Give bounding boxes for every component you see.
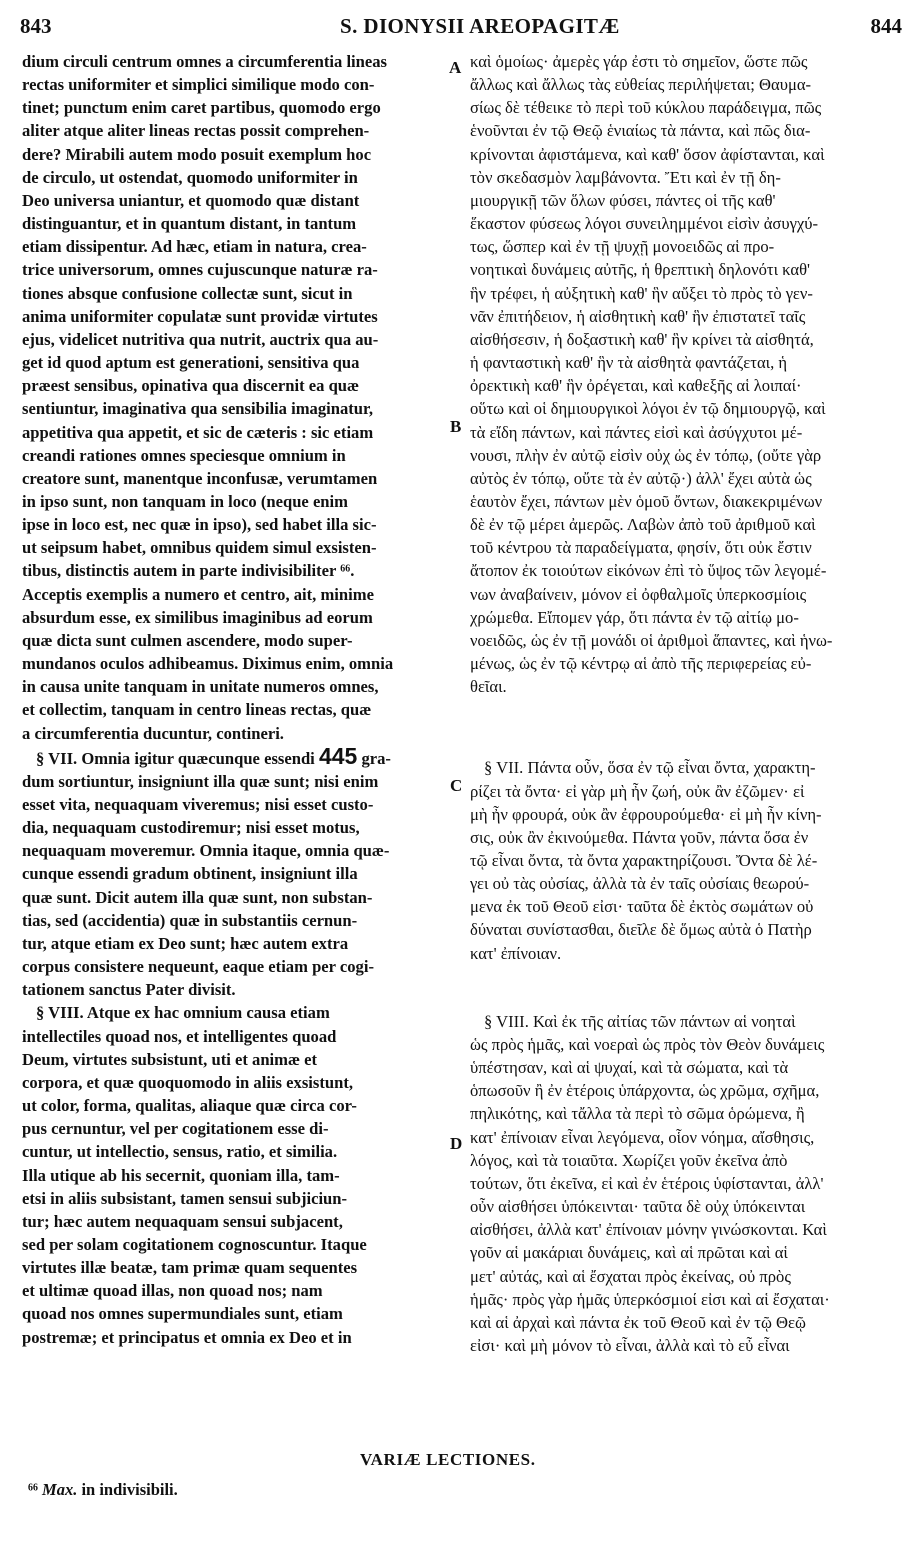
text-line: Illa utique ab his secernit, quoniam illa, tam- — [22, 1165, 340, 1185]
text-line: κρίνονται ἀφιστάμενα, καὶ καθ' ὅσον ἀφίστανται, καὶ — [470, 144, 825, 164]
text-line: αὐτὸς ἐν τόπῳ, οὔτε τὰ ἐν αὐτῷ·) ἀλλ' ἔχει αὐτὰ ὡς — [470, 468, 812, 488]
text-line: etiam dissipentur. Ad hæc, etiam in natura, crea- — [22, 237, 367, 257]
text-line: ἡ φανταστικὴ καθ' ἣν τὰ αἰσθητὰ φαντάζεται, ἡ — [470, 353, 788, 373]
text-line: tiones absque confusione collectæ sunt, sicut in — [22, 283, 353, 303]
text-line: Acceptis exemplis a numero et centro, ait, minime — [22, 584, 374, 604]
text-line: ὑπέστησαν, καὶ αἱ ψυχαί, καὶ τὰ σώματα, καὶ τὰ — [470, 1058, 789, 1078]
text-line: ipse in loco est, nec quæ in ipso), sed habet illa sic- — [22, 515, 377, 535]
latin-s7-first-line — [22, 742, 440, 770]
latin-s7-lead: § VII. Omnia igitur quæcunque essendi — [36, 748, 319, 768]
latin-block-1 — [22, 50, 440, 745]
text-line: τὰ εἴδη πάντων, καὶ πάντες εἰσὶ καὶ ἀσύγχυτοι μέ- — [470, 422, 803, 442]
text-line: ἣν τρέφει, ἡ αὐξητικὴ καθ' ἣν αὔξει τὸ πρὸς τὸ γεν- — [470, 283, 813, 303]
text-line: μὴ ἦν φρουρά, οὐκ ἂν ἐφρουρούμεθα· εἰ μὴ ἦν κίνη- — [470, 804, 822, 824]
margin-letter-b: B — [450, 417, 462, 436]
text-line: νουσι, πλὴν ἐν αὐτῷ εἰσὶν οὐχ ὡς ἐν τόπῳ, (οὔτε γὰρ — [470, 445, 822, 465]
margin-letter-c: C — [450, 776, 463, 795]
text-line: τὸν σκεδασμὸν λαμβάνοντα. Ἔτι καὶ ἐν τῇ δη- — [470, 167, 781, 187]
text-line: λόγος, καὶ τὰ τοιαῦτα. Χωρίζει γοῦν ἐκεῖνα ἀπὸ — [470, 1150, 788, 1170]
text-line: quoad nos omnes supermundiales sunt, etiam — [22, 1304, 343, 1324]
text-line: ἕκαστον φύσεως λόγοι συνειλημμένοι εἰσὶν ἀσυγχύ- — [470, 214, 819, 234]
text-line: rectas uniformiter et simplici similique modo con- — [22, 75, 375, 95]
text-line: ut seipsum habet, omnibus quidem simul exsisten- — [22, 538, 377, 558]
text-line: Deo universa uniantur, et quomodo quæ distant — [22, 190, 360, 210]
text-line: quæ sunt. Dicit autem illa quæ sunt, non substan- — [22, 887, 373, 907]
text-line: corpora, et quæ quoquomodo in aliis exsistunt, — [22, 1072, 354, 1092]
text-line: præest sensibus, opinativa qua discernit ea quæ — [22, 376, 360, 396]
text-line: δύναται συνίστασθαι, διεῖλε δὲ ὅμως αὐτὰ ὁ Πατὴρ — [470, 920, 812, 940]
text-line: ρίζει τὰ ὄντα· εἰ γὰρ μὴ ἦν ζωή, οὐκ ἂν ἐζῶμεν· εἰ — [470, 781, 805, 801]
text-line: εἰσι· καὶ μὴ μόνον τὸ εἶναι, ἀλλὰ καὶ τὸ εὖ εἶναι — [470, 1335, 790, 1355]
text-line: esset vita, nequaquam viveremus; nisi esset custo- — [22, 795, 374, 814]
text-line: νοειδῶς, ὡς ἐν τῇ μονάδι οἱ ἀριθμοὶ ἅπαντες, καὶ ἡνω- — [470, 630, 833, 650]
footnote-text: in indivisibili. — [77, 1480, 178, 1499]
text-line: ejus, videlicet nutritiva qua nutrit, auctrix qua au- — [22, 329, 379, 349]
text-line: tur; hæc autem nequaquam sensui subjacent, — [22, 1211, 343, 1231]
text-line: ὡς πρὸς ἡμᾶς, καὶ νοεραὶ ὡς πρὸς τὸν Θεὸν δυνάμεις — [470, 1034, 825, 1054]
running-title: S. DIONYSII AREOPAGITÆ — [340, 14, 620, 38]
greek-block-1 — [470, 50, 895, 698]
text-line: dum sortiuntur, insigniunt illa quæ sunt; nisi enim — [22, 771, 379, 791]
text-line: αἰσθήσεσιν, ἡ δοξαστικὴ καθ' ἣν κρίνει τὰ αἰσθητά, — [470, 329, 814, 349]
running-header — [0, 0, 912, 44]
text-line: de circulo, ut ostendat, quomodo uniformiter in — [22, 167, 358, 187]
text-line: sentiuntur, imaginativa qua sensibilia imaginatur, — [22, 399, 374, 419]
text-line: cunque essendi gradum obtinent, insigniunt illa — [22, 864, 358, 884]
text-line: τούτων, ὅτι ἐκεῖνα, εἰ καὶ ἐν ἑτέροις ὑφίστανται, ἀλλ' — [470, 1173, 824, 1193]
footnote-source: Max. — [42, 1480, 78, 1499]
text-line: tur, atque etiam ex Deo sunt; hæc autem extra — [22, 933, 349, 953]
text-line: § VII. Πάντα οὖν, ὅσα ἐν τῷ εἶναι ὄντα, χαρακτη- — [484, 758, 816, 778]
text-line: sed per solam cogitationem cognoscuntur. Itaque — [22, 1234, 367, 1254]
text-line: tationem sanctus Pater divisit. — [22, 980, 236, 1000]
latin-section-8 — [22, 1001, 440, 1348]
text-line: ut color, forma, qualitas, aliaque quæ circa cor- — [22, 1096, 357, 1116]
greek-column — [470, 50, 895, 1357]
text-line: καὶ ὁμοίως· ἀμερὲς γάρ ἐστι τὸ σημεῖον, ὥστε πῶς — [470, 52, 808, 71]
greek-section-8 — [470, 1010, 895, 1357]
text-line: creandi rationes omnes speciesque omnium in — [22, 445, 346, 465]
text-line: μιουργικῇ τῶν ὅλων φύσει, πάντες οἱ τῆς καθ' — [470, 190, 776, 210]
text-line: pus cernuntur, vel per cogitationem esse di- — [22, 1119, 329, 1139]
text-line: tibus, distinctis autem in parte indivisibiliter ⁶⁶. — [22, 561, 355, 581]
column-number-445: 445 — [318, 742, 358, 769]
text-line: distinguantur, et in quantum distant, in tantum — [22, 214, 357, 234]
text-line: ἡμᾶς· πρὸς γὰρ ἡμᾶς ὑπερκόσμιοί εἰσι καὶ αἱ ἔσχαται· — [470, 1289, 830, 1309]
text-line: trice universorum, omnes cujuscunque naturæ ra- — [22, 260, 378, 280]
text-line: πηλικότης, καὶ τἄλλα τὰ περὶ τὸ σῶμα ὁρώμενα, ἢ — [470, 1104, 805, 1124]
text-line: etsi in aliis subsistant, tamen sensui subjiciun- — [22, 1188, 348, 1208]
text-line: et ultimæ quoad illas, non quoad nos; nam — [22, 1281, 323, 1301]
text-line: καὶ αἱ ἀρχαὶ καὶ πάντα ἐκ τοῦ Θεοῦ καὶ ἐν τῷ Θεῷ — [470, 1312, 806, 1332]
text-line: postremæ; et principatus et omnia ex Deo et in — [22, 1327, 352, 1347]
text-line: τως, ὥσπερ καὶ ἐν τῇ ψυχῇ μονοειδῶς αἱ προ- — [470, 237, 775, 257]
text-line: ἑνοῦνται ἐν τῷ Θεῷ ἑνιαίως τὰ πάντα, καὶ πῶς δια- — [470, 121, 811, 141]
text-line: ἄλλως καὶ ἄλλως τὰς εὐθείας περιλήψεται; Θαυμα- — [470, 75, 812, 95]
text-line: ὁπωσοῦν ἢ ἐν ἑτέροις ὑπάρχοντα, ὡς χρῶμα, σχῆμα, — [470, 1081, 820, 1101]
margin-letter-d: D — [450, 1134, 463, 1153]
text-line: μετ' αὐτάς, καὶ αἱ ἔσχαται πρὸς ἐκείνας, οὐ πρὸς — [470, 1266, 791, 1286]
text-line: οὖν αἰσθήσει ὑπόκεινται· ταῦτα δὲ οὐχ ὑπόκεινται — [470, 1197, 806, 1217]
text-line: a circumferentia ducuntur, contineri. — [22, 723, 284, 743]
text-line: appetitiva qua appetit, et sic de cæteris : sic etiam — [22, 422, 374, 442]
text-line: ὀρεκτικὴ καθ' ἣν ὀρέγεται, καὶ καθεξῆς αἱ λοιπαί· — [470, 376, 802, 396]
text-line: δὲ ἐν τῷ μέρει ἀμερῶς. Λαβὼν ἀπὸ τοῦ ἀριθμοῦ καὶ — [470, 515, 816, 535]
text-line: νοητικαὶ δυνάμεις αὐτῆς, ἡ θρεπτικὴ δηλονότι καθ' — [470, 260, 811, 280]
text-line: dere? Mirabili autem modo posuit exemplum hoc — [22, 144, 372, 164]
text-line: μενα ἐκ τοῦ Θεοῦ εἰσι· ταῦτα δὲ ἐκτὸς σωμάτων οὐ — [470, 897, 814, 917]
text-line: θεῖαι. — [470, 677, 507, 697]
latin-s7-lead-tail: gra- — [357, 748, 391, 768]
margin-letter-a: A — [449, 58, 462, 77]
text-line: κατ' ἐπίνοιαν εἶναι λεγόμενα, οἷον νόημα, αἴσθησις, — [470, 1127, 815, 1147]
text-line: virtutes illæ beatæ, tam primæ quam sequentes — [22, 1258, 358, 1278]
text-line: τῷ εἶναι ὄντα, τὰ ὄντα χαρακτηρίζουσι. Ὄντα δὲ λέ- — [470, 851, 818, 870]
text-line: dia, nequaquam custodiremur; nisi esset motus, — [22, 818, 360, 838]
latin-section-7 — [22, 770, 440, 1002]
text-line: tinet; punctum enim caret partibus, quomodo ergo — [22, 98, 381, 118]
text-line: νων ἀναβαίνειν, μόνον εἰ ὀφθαλμοῖς ὑπερκοσμίοις — [470, 584, 807, 604]
text-line: mundanos oculos adhibeamus. Diximus enim, omnia — [22, 654, 394, 674]
text-line: σις, οὐκ ἂν ἐκινούμεθα. Πάντα γοῦν, πάντα ὅσα ἐν — [470, 827, 809, 847]
text-line: intellectiles quoad nos, et intelligentes quoad — [22, 1026, 337, 1046]
footnote-number: ⁶⁶ — [28, 1480, 38, 1499]
text-line: in ipso sunt, non tanquam in loco (neque enim — [22, 491, 348, 511]
text-line: dium circuli centrum omnes a circumferentia lineas — [22, 52, 388, 71]
text-line: χρώμεθα. Εἴπομεν γάρ, ὅτι πάντα ἐν τῷ αἰτίῳ μο- — [470, 607, 799, 627]
footnote-66 — [28, 1480, 178, 1500]
text-line: νᾶν ἐπιτήδειον, ἡ αἰσθητικὴ καθ' ἣν ἐπιστατεῖ ταῖς — [470, 306, 806, 326]
greek-section-7 — [470, 756, 895, 964]
variae-lectiones-heading: VARIÆ LECTIONES. — [360, 1450, 536, 1469]
text-line: αἰσθήσει, ἀλλὰ κατ' ἐπίνοιαν μόνην γινώσκονται. Καὶ — [470, 1220, 827, 1240]
text-line: γει οὐ τὰς οὐσίας, ἀλλὰ τὰ ἐν ταῖς οὐσίαις θεωρού- — [470, 874, 810, 894]
text-line: quæ dicta sunt culmen ascendere, modo super- — [22, 630, 353, 650]
text-line: creatore sunt, manentque inconfusæ, verumtamen — [22, 468, 378, 488]
text-line: get id quod aptum est generationi, sensitiva qua — [22, 353, 360, 373]
text-line: cuntur, ut intellectio, sensus, ratio, et similia. — [22, 1142, 338, 1162]
text-line: σίως δὲ τέθεικε τὸ περὶ τοῦ κύκλου παράδειγμα, πῶς — [470, 98, 822, 118]
text-line: corpus consistere nequeunt, eaque etiam per cogi- — [22, 957, 374, 977]
text-line: ἑαυτὸν ἔχει, πάντων μὲν ὁμοῦ ὄντων, διακεκριμένων — [470, 491, 823, 511]
text-line: γοῦν αἱ μακάριαι δυνάμεις, καὶ αἱ πρῶται καὶ αἱ — [470, 1243, 788, 1263]
text-line: μένως, ὡς ἐν τῷ κέντρῳ αἱ ἀπὸ τῆς περιφερείας εὐ- — [470, 654, 812, 674]
text-line: absurdum esse, ex similibus imaginibus ad eorum — [22, 607, 373, 627]
text-line: anima uniformiter copulatæ sunt providæ virtutes — [22, 306, 378, 326]
text-line: tias, sed (accidentia) quæ in substantiis cernun- — [22, 910, 358, 930]
text-line: κατ' ἐπίνοιαν. — [470, 943, 562, 963]
text-line: et collectim, tanquam in centro lineas rectas, quæ — [22, 700, 372, 720]
text-line: § VIII. Atque ex hac omnium causa etiam — [36, 1003, 330, 1023]
text-line: nequaquam moveremur. Omnia itaque, omnia quæ- — [22, 841, 390, 861]
text-line: § VIII. Καὶ ἐκ τῆς αἰτίας τῶν πάντων αἱ νοηταὶ — [484, 1011, 796, 1031]
page-number-left: 843 — [20, 14, 52, 38]
text-line: in causa unite tanquam in unitate numeros omnes, — [22, 677, 379, 697]
latin-column — [22, 50, 440, 1349]
page-number-right: 844 — [870, 14, 902, 38]
text-line: τοῦ κέντρου τὰ παραδείγματα, φησίν, ὅτι οὐκ ἔστιν — [470, 538, 812, 558]
text-line: aliter atque aliter lineas rectas possit comprehen- — [22, 121, 370, 141]
text-line: ἄτοπον ἐκ τοιούτων εἰκόνων ἐπὶ τὸ ὕψος τῶν λεγομέ- — [470, 561, 827, 581]
text-line: Deum, virtutes subsistunt, uti et animæ et — [22, 1049, 318, 1069]
text-line: οὕτω καὶ οἱ δημιουργικοὶ λόγοι ἐν τῷ δημιουργῷ, καὶ — [470, 399, 826, 419]
